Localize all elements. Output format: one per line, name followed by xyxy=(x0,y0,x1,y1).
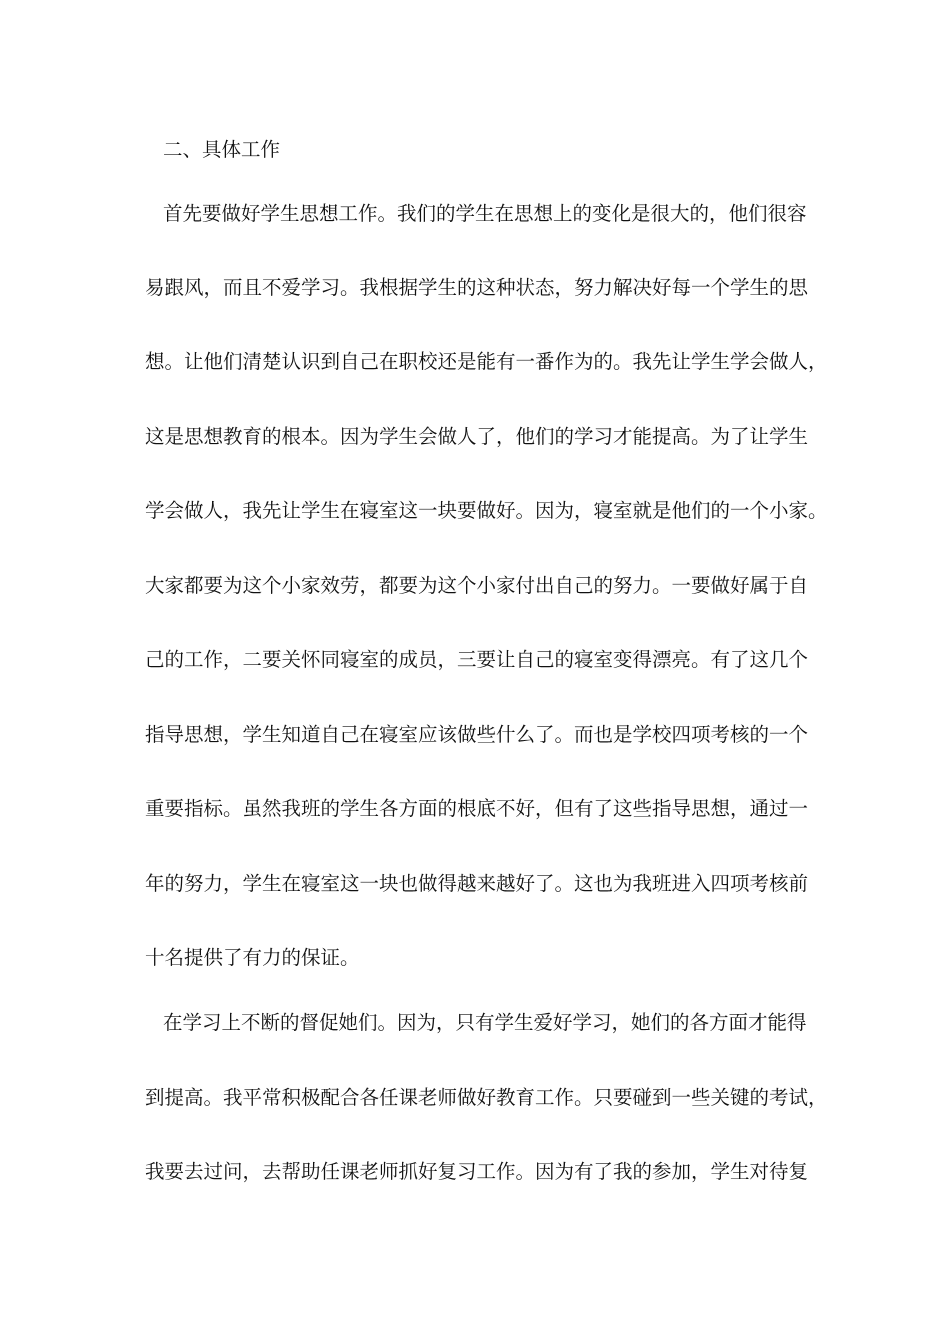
paragraph-line: 首先要做好学生思想工作。我们的学生在思想上的变化是很大的，他们很容 xyxy=(163,202,807,225)
paragraph-line: 十名提供了有力的保证。 xyxy=(145,946,360,969)
paragraph-line: 学会做人，我先让学生在寝室这一块要做好。因为，寝室就是他们的一个小家。 xyxy=(145,499,828,522)
paragraph-line: 到提高。我平常积极配合各任课老师做好教育工作。只要碰到一些关键的考试， xyxy=(145,1086,828,1109)
paragraph-line: 大家都要为这个小家效劳，都要为这个小家付出自己的努力。一要做好属于自 xyxy=(145,574,809,597)
paragraph-line: 想。让他们清楚认识到自己在职校还是能有一番作为的。我先让学生学会做人， xyxy=(145,350,828,373)
paragraph-line: 年的努力，学生在寝室这一块也做得越来越好了。这也为我班进入四项考核前 xyxy=(145,872,809,895)
paragraph-line: 这是思想教育的根本。因为学生会做人了，他们的学习才能提高。为了让学生 xyxy=(145,425,809,448)
section-heading: 二、具体工作 xyxy=(163,138,281,161)
paragraph-line: 我要去过问，去帮助任课老师抓好复习工作。因为有了我的参加，学生对待复 xyxy=(145,1160,809,1183)
paragraph-line: 己的工作，二要关怀同寝室的成员，三要让自己的寝室变得漂亮。有了这几个 xyxy=(145,648,809,671)
paragraph-line: 指导思想，学生知道自己在寝室应该做些什么了。而也是学校四项考核的一个 xyxy=(145,723,809,746)
paragraph-line: 重要指标。虽然我班的学生各方面的根底不好，但有了这些指导思想，通过一 xyxy=(145,797,809,820)
paragraph-line: 在学习上不断的督促她们。因为，只有学生爱好学习，她们的各方面才能得 xyxy=(163,1011,807,1034)
paragraph-line: 易跟风，而且不爱学习。我根据学生的这种状态，努力解决好每一个学生的思 xyxy=(145,276,809,299)
